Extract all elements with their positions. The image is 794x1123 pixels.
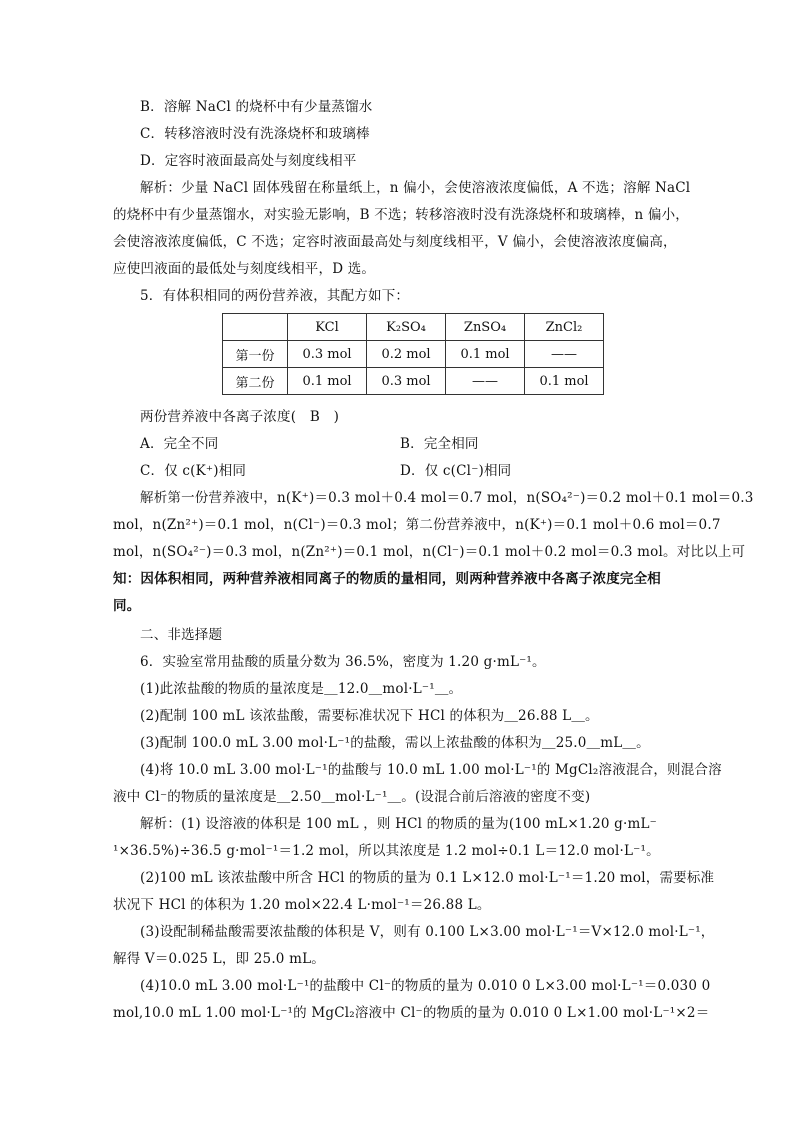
q4-option-c: C．转移溶液时没有洗涤烧杯和玻璃棒	[140, 126, 370, 142]
q6-part-4-line-1: (4)将 10.0 mL 3.00 mol·L⁻¹的盐酸与 10.0 mL 1.00 mol·L⁻¹的 MgCl₂溶液混合，则混合溶	[140, 762, 722, 778]
table-cell: 0.1 mol	[525, 368, 604, 395]
q4-analysis-line-3: 会使溶液浓度偏低，C 不选；定容时液面最高处与刻度线相平，V 偏小，会使溶液浓度偏高，	[113, 234, 677, 250]
q6-part-2: (2)配制 100 mL 该浓盐酸，需要标准状况下 HCl 的体积为＿26.88 L＿。	[140, 708, 599, 724]
q6-analysis-line-7: (4)10.0 mL 3.00 mol·L⁻¹的盐酸中 Cl⁻的物质的量为 0.010 0 L×3.00 mol·L⁻¹＝0.030 0	[140, 978, 711, 994]
q4-option-b: B．溶解 NaCl 的烧杯中有少量蒸馏水	[140, 99, 373, 115]
table-cell: 第二份	[223, 368, 288, 395]
table-cell: 0.3 mol	[367, 368, 446, 395]
table-cell: ——	[525, 341, 604, 368]
q5-question: 两份营养液中各离子浓度( B )	[140, 409, 340, 425]
table-row	[223, 368, 604, 395]
table-cell: 0.3 mol	[288, 341, 367, 368]
q4-option-d: D．定容时液面最高处与刻度线相平	[140, 153, 357, 169]
q5-analysis-line-4: 知：因体积相同，两种营养液相同离子的物质的量相同，则两种营养液中各离子浓度完全相	[113, 571, 661, 587]
q6-stem: 6．实验室常用盐酸的质量分数为 36.5%，密度为 1.20 g·mL⁻¹。	[140, 654, 546, 670]
q6-analysis-line-6: 解得 V＝0.025 L，即 25.0 mL。	[113, 951, 325, 967]
q6-part-1: (1)此浓盐酸的物质的量浓度是＿12.0＿mol·L⁻¹＿。	[140, 681, 463, 697]
q6-part-3: (3)配制 100.0 mL 3.00 mol·L⁻¹的盐酸，需以上浓盐酸的体积为＿25.0＿mL＿。	[140, 735, 650, 751]
table-cell: ——	[446, 368, 525, 395]
q5-analysis-line-2: mol，n(Zn²⁺)＝0.1 mol，n(Cl⁻)＝0.3 mol；第二份营养液中，n(K⁺)＝0.1 mol＋0.6 mol＝0.7	[113, 517, 721, 533]
q6-analysis-line-8: mol,10.0 mL 1.00 mol·L⁻¹的 MgCl₂溶液中 Cl⁻的物质的量为 0.010 0 L×1.00 mol·L⁻¹×2＝	[113, 1005, 710, 1021]
table-header-cell: K₂SO₄	[367, 314, 446, 341]
q6-analysis-line-4: 状况下 HCl 的体积为 1.20 mol×22.4 L·mol⁻¹＝26.88 L。	[113, 897, 491, 913]
q5-analysis-line-5: 同。	[113, 598, 141, 614]
q5-analysis-line-1: 解析第一份营养液中，n(K⁺)＝0.3 mol＋0.4 mol＝0.7 mol，n(SO₄²⁻)＝0.2 mol＋0.1 mol＝0.3	[140, 490, 754, 506]
section-heading: 二、非选择题	[140, 627, 223, 643]
table-cell: 第一份	[223, 341, 288, 368]
q6-part-4-line-2: 液中 Cl⁻的物质的量浓度是＿2.50＿mol·L⁻¹＿。(设混合前后溶液的密度不变)	[113, 789, 591, 805]
q6-analysis-line-1: 解析：(1) 设溶液的体积是 100 mL ，则 HCl 的物质的量为(100 mL×1.20 g·mL⁻	[140, 816, 658, 832]
q6-analysis-line-3: (2)100 mL 该浓盐酸中所含 HCl 的物质的量为 0.1 L×12.0 mol·L⁻¹＝1.20 mol，需要标准	[140, 870, 715, 886]
table-header-cell: KCl	[288, 314, 367, 341]
q5-option-d: D．仅 c(Cl⁻)相同	[400, 463, 512, 479]
nutrient-recipe-table	[222, 313, 604, 395]
table-header-cell: ZnSO₄	[446, 314, 525, 341]
q6-analysis-line-2: ¹×36.5%)÷36.5 g·mol⁻¹＝1.2 mol，所以其浓度是 1.2 mol÷0.1 L＝12.0 mol·L⁻¹。	[113, 843, 660, 859]
table-header-cell: ZnCl₂	[525, 314, 604, 341]
q4-analysis-line-2: 的烧杯中有少量蒸馏水，对实验无影响，B 不选；转移溶液时没有洗涤烧杯和玻璃棒，n 偏小，	[113, 207, 689, 223]
table-header-row	[223, 314, 604, 341]
q5-option-a: A．完全不同	[140, 436, 219, 452]
q6-analysis-line-5: (3)设配制稀盐酸需要浓盐酸的体积是 V，则有 0.100 L×3.00 mol·L⁻¹＝V×12.0 mol·L⁻¹，	[140, 924, 715, 940]
table-cell: 0.1 mol	[446, 341, 525, 368]
table-row	[223, 341, 604, 368]
q5-option-c: C．仅 c(K⁺)相同	[140, 463, 247, 479]
q4-analysis-line-1: 解析：少量 NaCl 固体残留在称量纸上，n 偏小，会使溶液浓度偏低，A 不选；溶解 NaCl	[140, 180, 691, 196]
q4-analysis-line-4: 应使凹液面的最低处与刻度线相平，D 选。	[113, 261, 376, 277]
table-cell: 0.2 mol	[367, 341, 446, 368]
q5-analysis-line-3: mol，n(SO₄²⁻)＝0.3 mol，n(Zn²⁺)＝0.1 mol，n(Cl⁻)＝0.1 mol＋0.2 mol＝0.3 mol。对比以上可	[113, 544, 746, 560]
table-cell: 0.1 mol	[288, 368, 367, 395]
q5-stem: 5．有体积相同的两份营养液，其配方如下：	[140, 288, 410, 304]
table-header-cell	[223, 314, 288, 341]
q5-option-b: B．完全相同	[400, 436, 479, 452]
